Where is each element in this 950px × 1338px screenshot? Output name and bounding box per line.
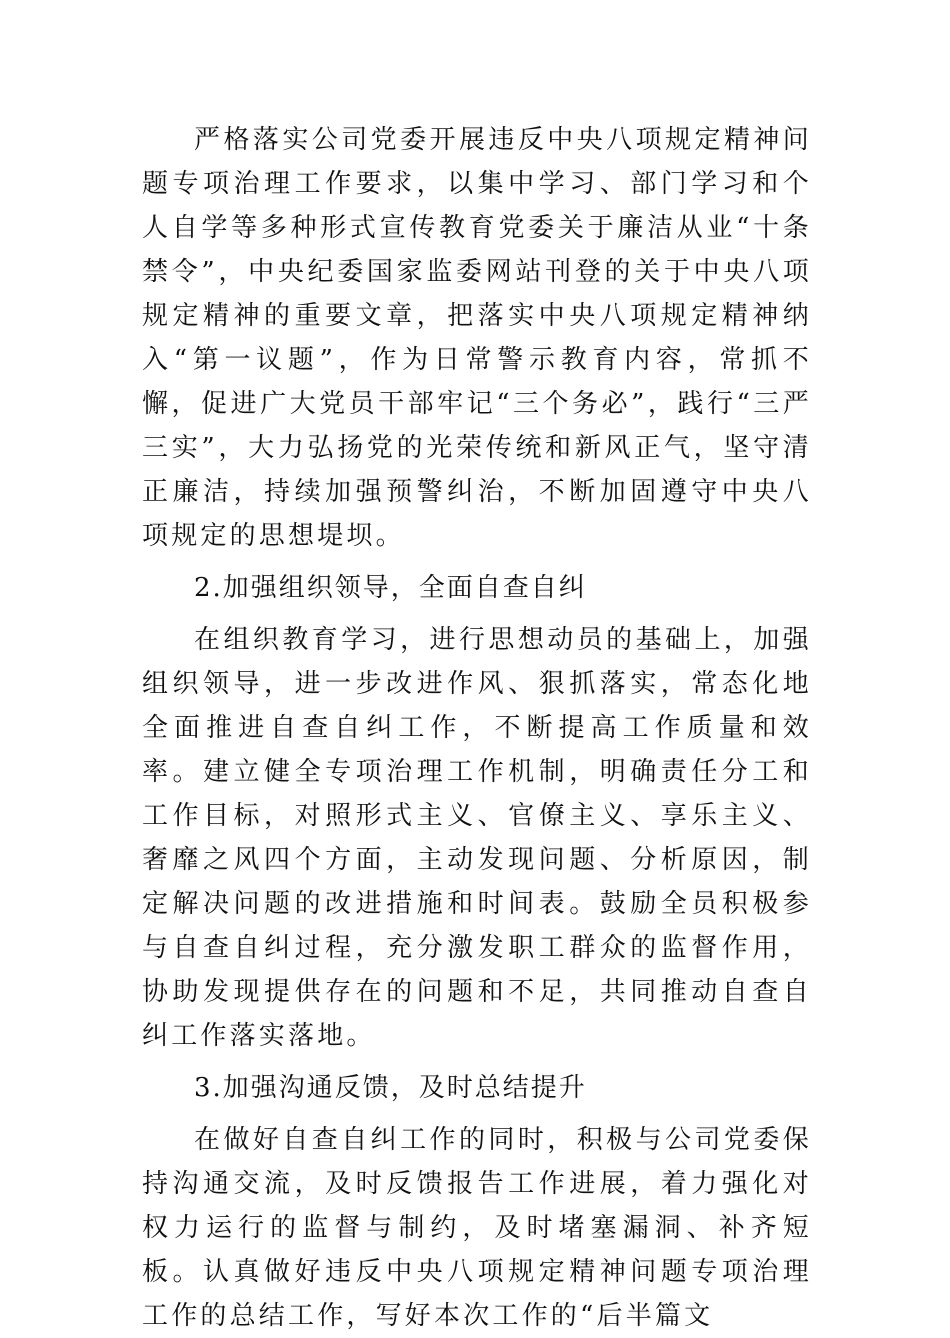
section-heading-2: 2.加强组织领导，全面自查自纠 xyxy=(194,573,587,603)
paragraph-self-inspection: 在组织教育学习，进行思想动员的基础上，加强组织领导，进一步改进作风、狠抓落实，常态化地全面推进自查自纠工作，不断提高工作质量和效率。建立健全专项治理工作机制，明确责任分工和工作目标，对照形式主义、官僚主义、享乐主义、奢靡之风四个方面，主动发现问题、分析原因，制定解决问题的改进措施和时间表。鼓励全员积极参与自查自纠过程，充分激发职工群众的监督作用，协助发现提供存在的问题和不足，共同推动自查自纠工作落实落地。 xyxy=(142,625,812,1051)
paragraph-communication-feedback: 在做好自查自纠工作的同时，积极与公司党委保持沟通交流，及时反馈报告工作进展，着力强化对权力运行的监督与制约，及时堵塞漏洞、补齐短板。认真做好违反中央八项规定精神问题专项治理工作的总结工作，写好本次工作的“后半篇文 xyxy=(142,1125,812,1331)
paragraph-discipline-education: 严格落实公司党委开展违反中央八项规定精神问题专项治理工作要求，以集中学习、部门学习和个人自学等多种形式宣传教育党委关于廉洁从业“十条禁令”，中央纪委国家监委网站刊登的关于中央八项规定精神的重要文章，把落实中央八项规定精神纳入“第一议题”，作为日常警示教育内容，常抓不懈，促进广大党员干部牢记“三个务必”，践行“三严三实”，大力弘扬党的光荣传统和新风正气，坚守清正廉洁，持续加强预警纠治，不断加固遵守中央八项规定的思想堤坝。 xyxy=(142,125,812,551)
section-heading-3: 3.加强沟通反馈，及时总结提升 xyxy=(194,1073,587,1103)
document-body xyxy=(142,118,812,1338)
